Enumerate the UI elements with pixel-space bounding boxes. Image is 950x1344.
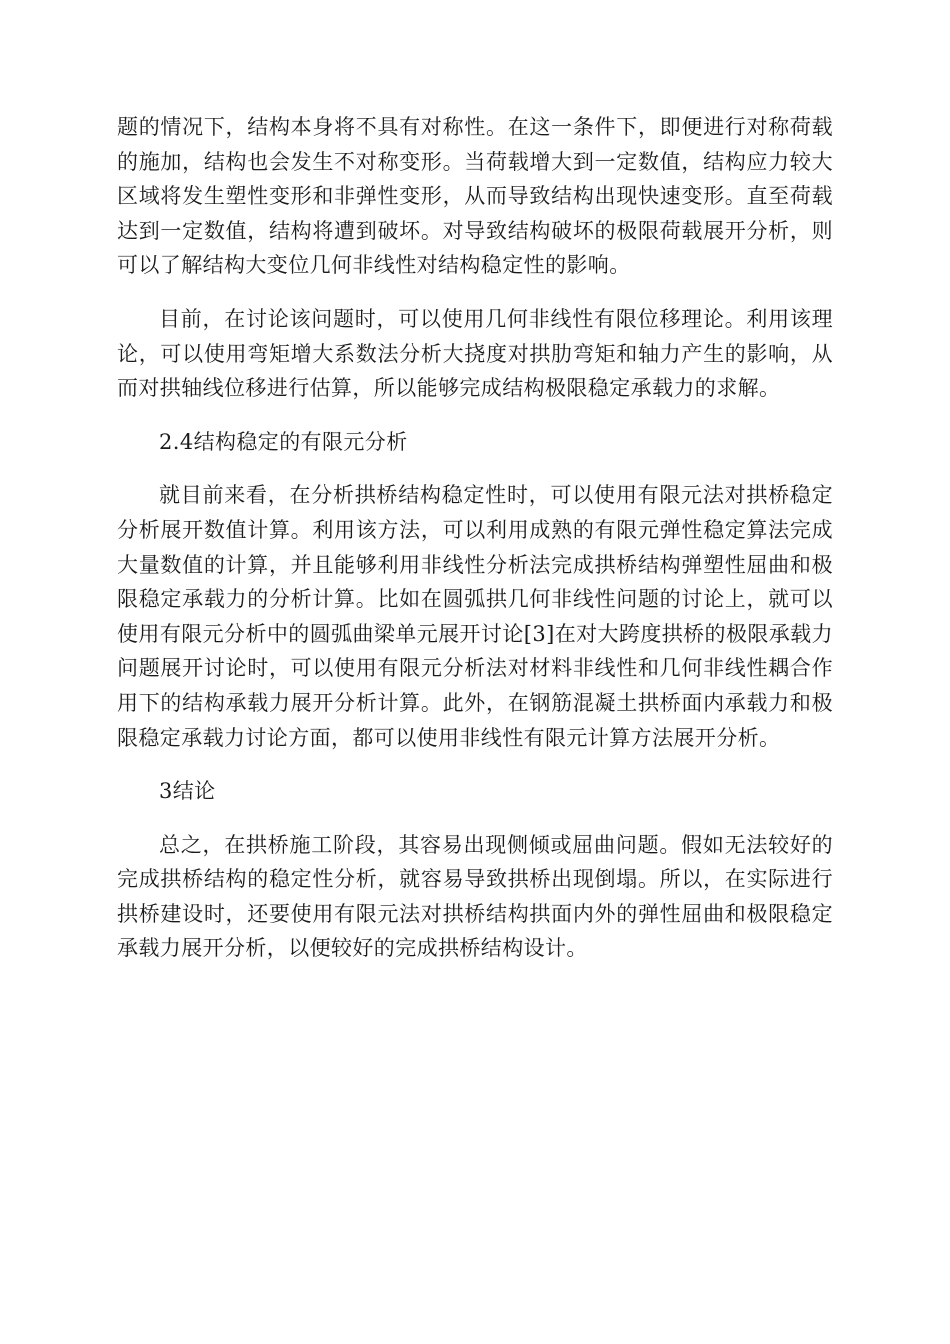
paragraph-conclusion: 总之，在拱桥施工阶段，其容易出现侧倾或屈曲问题。假如无法较好的完成拱桥结构的稳定性分析，就容易导致拱桥出现倒塌。所以，在实际进行拱桥建设时，还要使用有限元法对拱桥结构拱面内外的弹性屈曲和极限稳定承载力展开分析，以便较好的完成拱桥结构设计。 bbox=[117, 832, 833, 961]
paragraph-finite-element-analysis: 就目前来看，在分析拱桥结构稳定性时，可以使用有限元法对拱桥稳定分析展开数值计算。利用该方法，可以利用成熟的有限元弹性稳定算法完成大量数值的计算，并且能够利用非线性分析法完成拱桥结构弹塑性屈曲和极限稳定承载力的分析计算。比如在圆弧拱几何非线性问题的讨论上，就可以使用有限元分析中的圆弧曲梁单元展开讨论[3]在对大跨度拱桥的极限承载力问题展开讨论时，可以使用有限元分析法对材料非线性和几何非线性耦合作用下的结构承载力展开分析计算。此外，在钢筋混凝土拱桥面内承载力和极限稳定承载力讨论方面，都可以使用非线性有限元计算方法展开分析。 bbox=[117, 483, 833, 750]
section-heading-conclusion: 3结论 bbox=[159, 779, 216, 804]
paragraph-geometric-nonlinearity: 目前，在讨论该问题时，可以使用几何非线性有限位移理论。利用该理论，可以使用弯矩增大系数法分析大挠度对拱肋弯矩和轴力产生的影响，从而对拱轴线位移进行估算，所以能够完成结构极限稳定承载力的求解。 bbox=[117, 306, 833, 401]
section-heading-2-4: 2.4结构稳定的有限元分析 bbox=[159, 429, 408, 454]
document-body bbox=[117, 110, 833, 985]
paragraph-continuation: 题的情况下，结构本身将不具有对称性。在这一条件下，即便进行对称荷载的施加，结构也会发生不对称变形。当荷载增大到一定数值，结构应力较大区域将发生塑性变形和非弹性变形，从而导致结构出现快速变形。直至荷载达到一定数值，结构将遭到破坏。对导致结构破坏的极限荷载展开分析，则可以了解结构大变位几何非线性对结构稳定性的影响。 bbox=[117, 115, 833, 278]
